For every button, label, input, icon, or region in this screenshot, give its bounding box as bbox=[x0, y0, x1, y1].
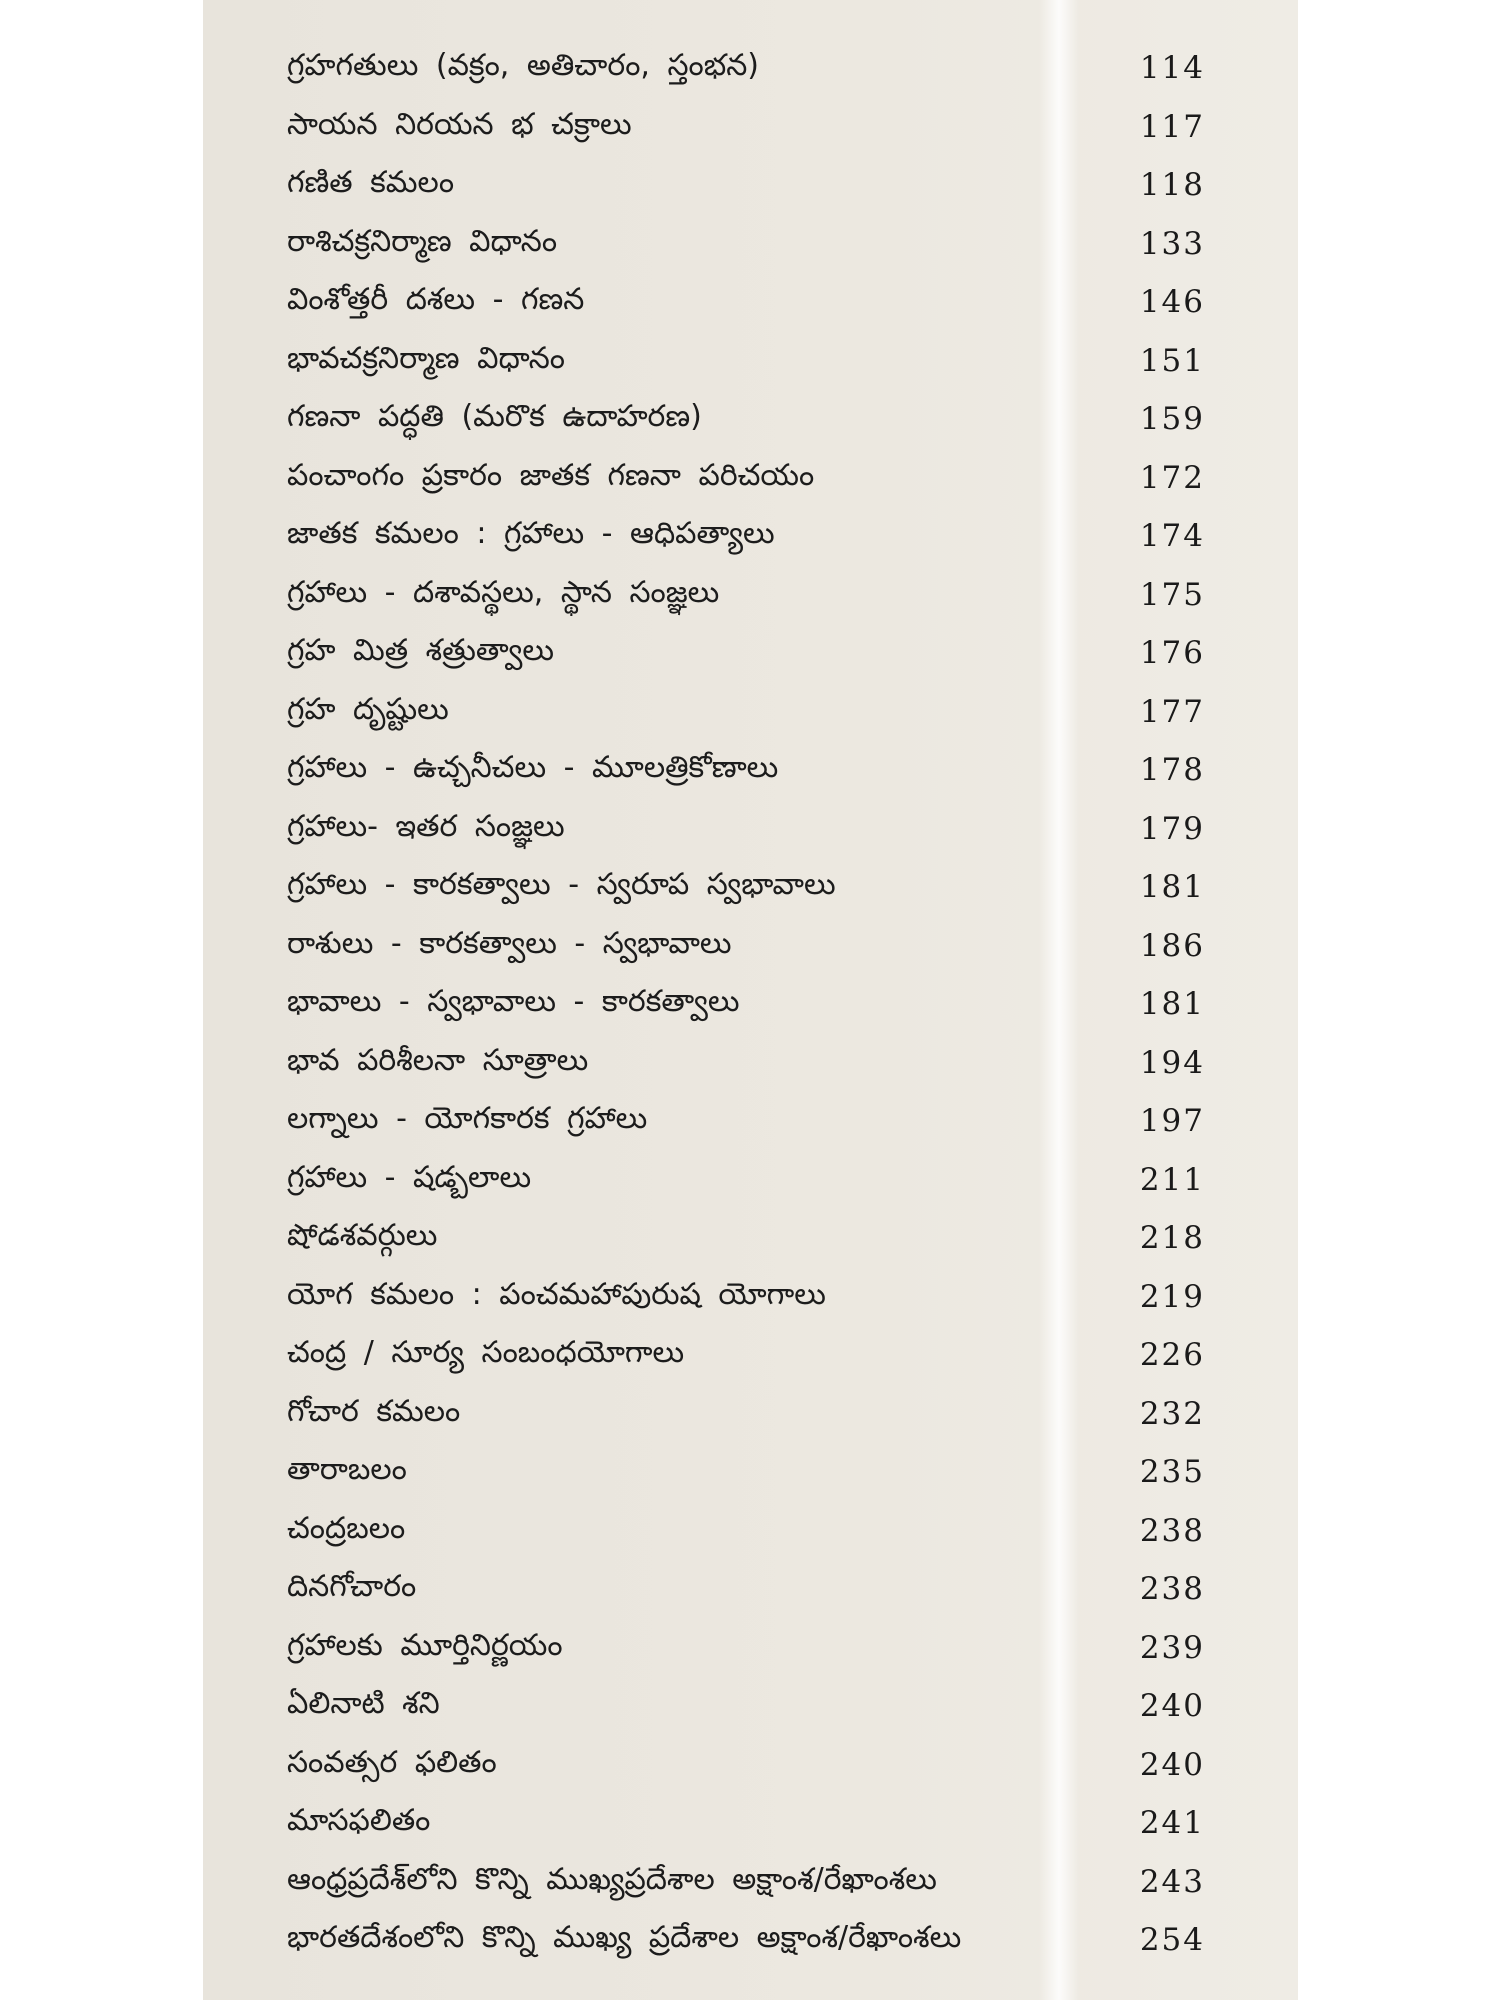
toc-entry-title: గణిత కమలం bbox=[287, 165, 455, 200]
toc-entry bbox=[287, 976, 1287, 1035]
toc-entry-page-number: 254 bbox=[1139, 1922, 1205, 1958]
toc-entry-page-number: 239 bbox=[1139, 1629, 1205, 1666]
toc-entry-title: గ్రహగతులు (వక్రం, అతిచారం, స్తంభన) bbox=[287, 48, 760, 83]
toc-entry-page-number: 226 bbox=[1139, 1337, 1205, 1373]
toc-entry bbox=[287, 157, 1287, 216]
toc-entry-title: గ్రహ మిత్ర శత్రుత్వాలు bbox=[287, 633, 555, 668]
toc-entry-page-number: 232 bbox=[1139, 1395, 1205, 1432]
toc-entry bbox=[287, 684, 1287, 743]
toc-entry-title: మాసఫలితం bbox=[287, 1803, 431, 1838]
toc-entry-title: భావచక్రనిర్మాణ విధానం bbox=[287, 340, 565, 376]
toc-entry-page-number: 186 bbox=[1139, 927, 1205, 964]
book-page bbox=[203, 0, 1298, 2000]
toc-entry-page-number: 118 bbox=[1139, 167, 1205, 203]
toc-entry bbox=[287, 450, 1287, 509]
toc-entry bbox=[287, 508, 1287, 567]
toc-entry-title: దినగోచారం bbox=[287, 1569, 417, 1604]
toc-entry bbox=[287, 1678, 1287, 1737]
toc-entry bbox=[287, 1035, 1287, 1094]
toc-entry-page-number: 197 bbox=[1139, 1103, 1205, 1139]
toc-entry bbox=[287, 1737, 1287, 1796]
toc-entry-title: భారతదేశంలోని కొన్ని ముఖ్య ప్రదేశాల అక్షాంశ/రేఖాంశలు bbox=[287, 1920, 962, 1955]
toc-entry-title: వింశోత్తరీ దశలు - గణన bbox=[287, 282, 585, 317]
toc-entry bbox=[287, 1444, 1287, 1503]
toc-entry-page-number: 146 bbox=[1139, 284, 1205, 320]
toc-entry-page-number: 177 bbox=[1139, 693, 1205, 730]
toc-entry-title: జాతక కమలం : గ్రహాలు - ఆధిపత్యాలు bbox=[287, 516, 775, 551]
toc-entry-title: భావాలు - స్వభావాలు - కారకత్వాలు bbox=[287, 984, 740, 1019]
toc-entry-title: లగ్నాలు - యోగకారక గ్రహాలు bbox=[287, 1101, 648, 1136]
toc-entry bbox=[287, 391, 1287, 450]
toc-entry-page-number: 172 bbox=[1139, 459, 1205, 496]
toc-entry-title: పంచాంగం ప్రకారం జాతక గణనా పరిచయం bbox=[287, 457, 815, 493]
toc-entry-title: రాశిచక్రనిర్మాణ విధానం bbox=[287, 223, 558, 259]
toc-entry-page-number: 194 bbox=[1139, 1044, 1205, 1081]
toc-entry bbox=[287, 625, 1287, 684]
toc-entry-title: భావ పరిశీలనా సూత్రాలు bbox=[287, 1042, 589, 1078]
toc-entry-page-number: 117 bbox=[1139, 108, 1205, 145]
toc-entry-page-number: 218 bbox=[1139, 1220, 1205, 1256]
toc-entry-title: చంద్ర / సూర్య సంబంధయోగాలు bbox=[287, 1335, 685, 1370]
toc-entry bbox=[287, 1795, 1287, 1854]
toc-entry bbox=[287, 567, 1287, 626]
toc-entry-title: గ్రహాలు- ఇతర సంజ్ఞలు bbox=[287, 808, 565, 844]
toc-entry-page-number: 175 bbox=[1139, 576, 1205, 613]
toc-entry-title: రాశులు - కారకత్వాలు - స్వభావాలు bbox=[287, 925, 732, 961]
toc-entry-title: ఏలినాటి శని bbox=[287, 1686, 440, 1721]
toc-entry-page-number: 240 bbox=[1139, 1746, 1205, 1783]
toc-entry bbox=[287, 918, 1287, 977]
toc-entry-page-number: 181 bbox=[1139, 869, 1205, 905]
toc-entry-page-number: 176 bbox=[1139, 635, 1205, 671]
toc-entry-page-number: 151 bbox=[1139, 342, 1205, 379]
toc-entry-page-number: 219 bbox=[1139, 1278, 1205, 1315]
toc-entry-page-number: 243 bbox=[1139, 1863, 1205, 1900]
toc-entry-title: గ్రహాలు - దశావస్థలు, స్థాన సంజ్ఞలు bbox=[287, 574, 720, 610]
toc-entry bbox=[287, 1152, 1287, 1211]
toc-entry-title: గ్రహాలు - కారకత్వాలు - స్వరూప స్వభావాలు bbox=[287, 867, 836, 902]
toc-entry bbox=[287, 1561, 1287, 1620]
toc-entry-title: సంవత్సర ఫలితం bbox=[287, 1744, 497, 1780]
toc-entry bbox=[287, 1854, 1287, 1913]
toc-entry-title: ఆంధ్రప్రదేశ్‌లోని కొన్ని ముఖ్యప్రదేశాల అక్షాంశ/రేఖాంశలు bbox=[287, 1861, 937, 1897]
toc-entry bbox=[287, 1093, 1287, 1152]
toc-entry-page-number: 241 bbox=[1139, 1805, 1205, 1841]
toc-entry-page-number: 174 bbox=[1139, 518, 1205, 554]
toc-entry bbox=[287, 216, 1287, 275]
toc-entry bbox=[287, 1912, 1287, 1971]
toc-entry bbox=[287, 1620, 1287, 1679]
toc-entry-title: సాయన నిరయన భ చక్రాలు bbox=[287, 106, 632, 142]
toc-entry-title: గ్రహాలు - ఉచ్చనీచలు - మూలత్రికోణాలు bbox=[287, 750, 779, 785]
toc-entry-page-number: 181 bbox=[1139, 986, 1205, 1022]
toc-entry bbox=[287, 274, 1287, 333]
toc-entry-title: గ్రహాలు - షడ్బలాలు bbox=[287, 1159, 532, 1195]
toc-entry bbox=[287, 40, 1287, 99]
toc-entry bbox=[287, 1269, 1287, 1328]
toc-entry bbox=[287, 99, 1287, 158]
toc-entry-page-number: 238 bbox=[1139, 1571, 1205, 1607]
toc-entry-page-number: 179 bbox=[1139, 810, 1205, 847]
toc-entry bbox=[287, 1210, 1287, 1269]
toc-entry-title: గోచార కమలం bbox=[287, 1393, 461, 1429]
toc-entry-title: యోగ కమలం : పంచమహాపురుష యోగాలు bbox=[287, 1276, 826, 1312]
toc-entry-page-number: 178 bbox=[1139, 752, 1205, 788]
toc-entry-title: తారాబలం bbox=[287, 1452, 407, 1487]
toc-entry-title: చంద్రబలం bbox=[287, 1510, 406, 1546]
toc-entry-title: గణనా పద్ధతి (మరొక ఉదాహరణ) bbox=[287, 399, 702, 434]
toc-entry-page-number: 159 bbox=[1139, 401, 1205, 437]
toc-entry bbox=[287, 742, 1287, 801]
toc-entry bbox=[287, 1503, 1287, 1562]
toc-entry-page-number: 235 bbox=[1139, 1454, 1205, 1490]
table-of-contents bbox=[287, 40, 1287, 1971]
toc-entry-page-number: 133 bbox=[1139, 225, 1205, 262]
toc-entry bbox=[287, 333, 1287, 392]
toc-entry bbox=[287, 1327, 1287, 1386]
toc-entry bbox=[287, 859, 1287, 918]
toc-entry-title: షోడశవర్గులు bbox=[287, 1218, 438, 1253]
toc-entry-page-number: 240 bbox=[1139, 1688, 1205, 1724]
toc-entry-page-number: 114 bbox=[1139, 50, 1205, 86]
toc-entry-page-number: 211 bbox=[1139, 1161, 1205, 1198]
toc-entry-title: గ్రహాలకు మూర్తినిర్ణయం bbox=[287, 1627, 563, 1663]
toc-entry bbox=[287, 1386, 1287, 1445]
toc-entry-title: గ్రహ దృష్టులు bbox=[287, 691, 449, 727]
toc-entry bbox=[287, 801, 1287, 860]
toc-entry-page-number: 238 bbox=[1139, 1512, 1205, 1549]
